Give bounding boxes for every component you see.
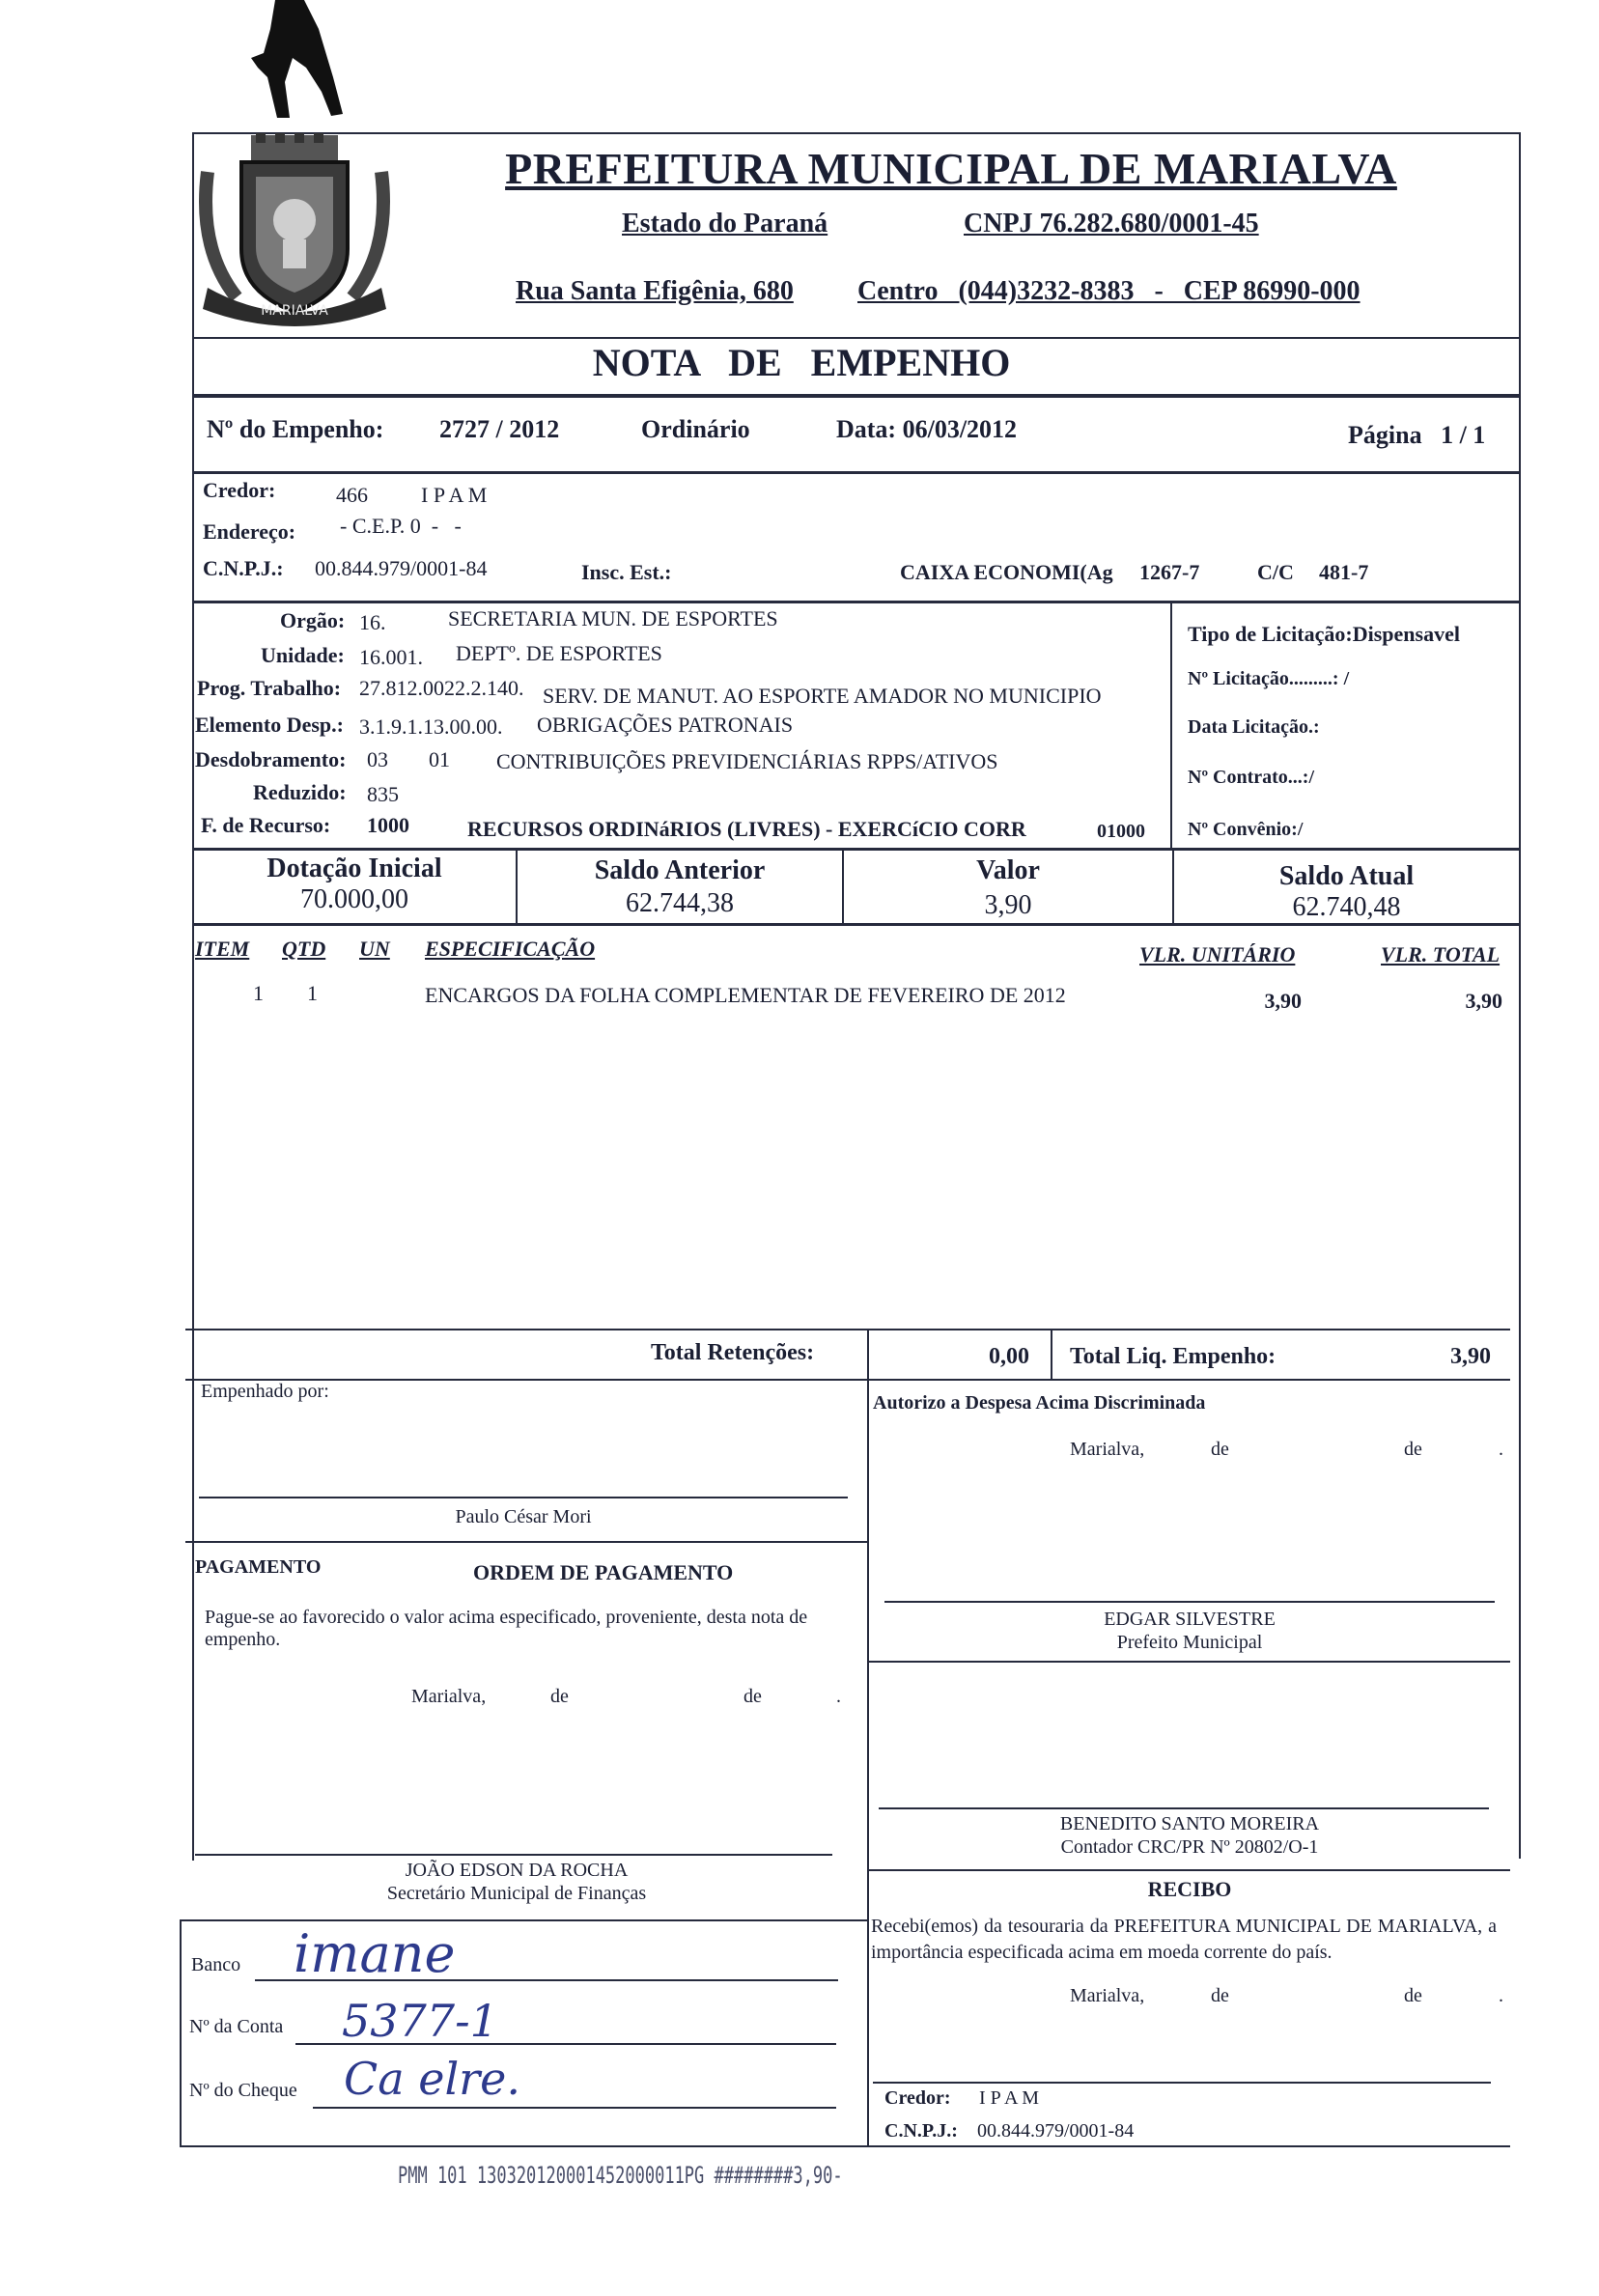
recurso-code2: 01000	[1097, 821, 1145, 842]
elemento-label: Elemento Desp.:	[195, 713, 344, 737]
autorizo-de2: de	[1404, 1439, 1422, 1460]
unidade-label: Unidade:	[261, 643, 345, 667]
data-licitacao: Data Licitação.:	[1188, 716, 1320, 738]
recibo-cnpj-value: 00.844.979/0001-84	[977, 2120, 1135, 2142]
contador-role: Contador CRC/PR Nº 20802/O-1	[1060, 1836, 1319, 1858]
empenho-label: Nº do Empenho:	[207, 415, 384, 443]
dotacao-value: 70.000,00	[300, 884, 408, 914]
recurso-code: 1000	[367, 813, 409, 837]
cheque-label: Nº do Cheque	[189, 2080, 297, 2101]
total-liq-label: Total Liq. Empenho:	[1070, 1344, 1276, 1369]
recibo-de1: de	[1211, 1985, 1229, 2006]
col-qtd: QTD	[282, 937, 326, 961]
pagamento-text: Pague-se ao favorecido o valor acima especificado, proveniente, desta nota de empenho.	[205, 1607, 808, 1650]
col-especificacao: ESPECIFICAÇÃO	[425, 937, 596, 961]
footer-code: PMM 101 130320120001452000011PG ########3,90-	[398, 2163, 843, 2190]
conta-label: Nº da Conta	[189, 2016, 284, 2037]
street-address: Rua Santa Efigênia, 680	[516, 276, 794, 306]
reduzido-value: 835	[367, 782, 399, 806]
reduzido-label: Reduzido:	[253, 780, 347, 804]
saldo-anterior-label: Saldo Anterior	[594, 855, 766, 885]
state-label: Estado do Paraná	[622, 209, 828, 238]
numero-contrato: Nº Contrato...:/	[1188, 767, 1315, 788]
pagamento-period: .	[836, 1686, 841, 1707]
cheque-value: Ca elre.	[344, 2053, 521, 2105]
page-number: Página 1 / 1	[1348, 421, 1486, 449]
numero-convenio: Nº Convênio:/	[1188, 819, 1304, 840]
unidade-name: DEPTº. DE ESPORTES	[456, 641, 662, 665]
prefeitura-title: PREFEITURA MUNICIPAL DE MARIALVA	[505, 144, 1397, 193]
recurso-name: RECURSOS ORDINáRIOS (LIVRES) - EXERCíCIO CORR	[467, 817, 1026, 841]
svg-text:MARIALVA: MARIALVA	[261, 303, 328, 319]
empenho-type: Ordinário	[641, 415, 750, 443]
document-title: NOTA DE EMPENHO	[592, 341, 1011, 384]
insc-est-label: Insc. Est.:	[581, 560, 672, 584]
pagamento-label: PAGAMENTO	[195, 1556, 322, 1578]
empenhado-name: Paulo César Mori	[455, 1506, 592, 1527]
tipo-licitacao: Tipo de Licitação:Dispensavel	[1188, 622, 1460, 646]
autorizo-de1: de	[1211, 1439, 1229, 1460]
row-qtd: 1	[307, 981, 318, 1005]
ordem-pagamento-title: ORDEM DE PAGAMENTO	[473, 1560, 734, 1584]
empenho-date: Data: 06/03/2012	[836, 415, 1018, 443]
credor-name: I P A M	[421, 483, 488, 507]
prog-trabalho-label: Prog. Trabalho:	[197, 676, 342, 700]
credor-label: Credor:	[203, 478, 276, 502]
pagamento-place: Marialva,	[411, 1686, 487, 1707]
orgao-label: Orgão:	[280, 608, 346, 632]
orgao-name: SECRETARIA MUN. DE ESPORTES	[448, 606, 778, 630]
recibo-credor-label: Credor:	[884, 2087, 951, 2109]
recibo-cnpj-label: C.N.P.J.:	[884, 2120, 958, 2142]
autorizo-signer-role: Prefeito Municipal	[1116, 1632, 1263, 1653]
scan-mark	[246, 0, 352, 121]
unidade-code: 16.001.	[359, 645, 423, 669]
col-item: ITEM	[195, 937, 250, 961]
desdobramento-code1: 03	[367, 747, 388, 771]
prog-trabalho-name: SERV. DE MANUT. AO ESPORTE AMADOR NO MUNICIPIO	[543, 684, 1102, 708]
contact-info: Centro (044)3232-8383 - CEP 86990-000	[857, 276, 1361, 306]
recibo-de2: de	[1404, 1985, 1422, 2006]
row-vlr-unitario: 3,90	[1264, 989, 1302, 1013]
dotacao-label: Dotação Inicial	[266, 854, 442, 883]
pagamento-de1: de	[550, 1686, 569, 1707]
bank-name: CAIXA ECONOMI(Ag	[900, 560, 1113, 584]
recurso-label: F. de Recurso:	[201, 813, 331, 837]
credor-code: 466	[336, 483, 368, 507]
pagamento-signer: JOÃO EDSON DA ROCHA	[405, 1860, 629, 1881]
cc-label: C/C	[1257, 560, 1294, 584]
col-un: UN	[359, 937, 390, 961]
valor-label: Valor	[976, 855, 1040, 885]
coat-of-arms-logo	[198, 133, 391, 326]
endereco-value: - C.E.P. 0 - -	[340, 514, 462, 538]
empenhado-label: Empenhado por:	[201, 1381, 329, 1402]
cnpj-value: 00.844.979/0001-84	[315, 556, 488, 580]
numero-licitacao: Nº Licitação.........: /	[1188, 668, 1350, 689]
desdobramento-name: CONTRIBUIÇÕES PREVIDENCIÁRIAS RPPS/ATIVOS	[496, 749, 998, 773]
saldo-anterior-value: 62.744,38	[626, 888, 734, 918]
valor-value: 3,90	[984, 890, 1032, 920]
col-vlr-unitario: VLR. UNITÁRIO	[1139, 942, 1296, 966]
saldo-atual-label: Saldo Atual	[1278, 861, 1415, 891]
recibo-text: Recebi(emos) da tesouraria da PREFEITURA MUNICIPAL DE MARIALVA, a importância especificada acima em moeda corrente do país.	[871, 1916, 1497, 1963]
total-liq-value: 3,90	[1450, 1344, 1491, 1369]
cnpj-header: CNPJ 76.282.680/0001-45	[964, 209, 1259, 238]
autorizo-title: Autorizo a Despesa Acima Discriminada	[873, 1392, 1206, 1414]
total-retencoes-label: Total Retenções:	[651, 1340, 815, 1365]
desdobramento-label: Desdobramento:	[195, 747, 347, 771]
autorizo-period: .	[1499, 1439, 1503, 1460]
saldo-atual-value: 62.740,48	[1292, 892, 1401, 922]
contador-name: BENEDITO SANTO MOREIRA	[1059, 1813, 1320, 1834]
autorizo-place: Marialva,	[1070, 1439, 1145, 1460]
elemento-code: 3.1.9.1.13.00.00.	[359, 714, 503, 739]
desdobramento-code2: 01	[429, 747, 450, 771]
row-item: 1	[253, 981, 264, 1005]
row-vlr-total: 3,90	[1465, 989, 1502, 1013]
recibo-period: .	[1499, 1985, 1503, 2006]
bank-agency: 1267-7	[1139, 560, 1200, 584]
pagamento-de2: de	[743, 1686, 762, 1707]
prog-trabalho-code: 27.812.0022.2.140.	[359, 676, 524, 700]
cc-value: 481-7	[1319, 560, 1369, 584]
elemento-name: OBRIGAÇÕES PATRONAIS	[537, 713, 794, 737]
banco-value: imane	[294, 1923, 456, 1984]
recibo-place: Marialva,	[1070, 1985, 1145, 2006]
endereco-label: Endereço:	[203, 519, 296, 544]
empenho-number: 2727 / 2012	[439, 415, 560, 443]
conta-value: 5377-1	[342, 1995, 498, 2047]
col-vlr-total: VLR. TOTAL	[1381, 942, 1501, 966]
row-especificacao: ENCARGOS DA FOLHA COMPLEMENTAR DE FEVEREIRO DE 2012	[425, 983, 1066, 1007]
banco-label: Banco	[191, 1954, 241, 1975]
pagamento-signer-role: Secretário Municipal de Finanças	[386, 1883, 647, 1904]
recibo-credor-value: I P A M	[979, 2087, 1040, 2109]
autorizo-signer: EDGAR SILVESTRE	[1104, 1609, 1276, 1630]
cnpj-label: C.N.P.J.:	[203, 556, 284, 580]
recibo-title: RECIBO	[1147, 1877, 1232, 1901]
orgao-code: 16.	[359, 610, 386, 634]
total-retencoes-value: 0,00	[989, 1344, 1029, 1369]
